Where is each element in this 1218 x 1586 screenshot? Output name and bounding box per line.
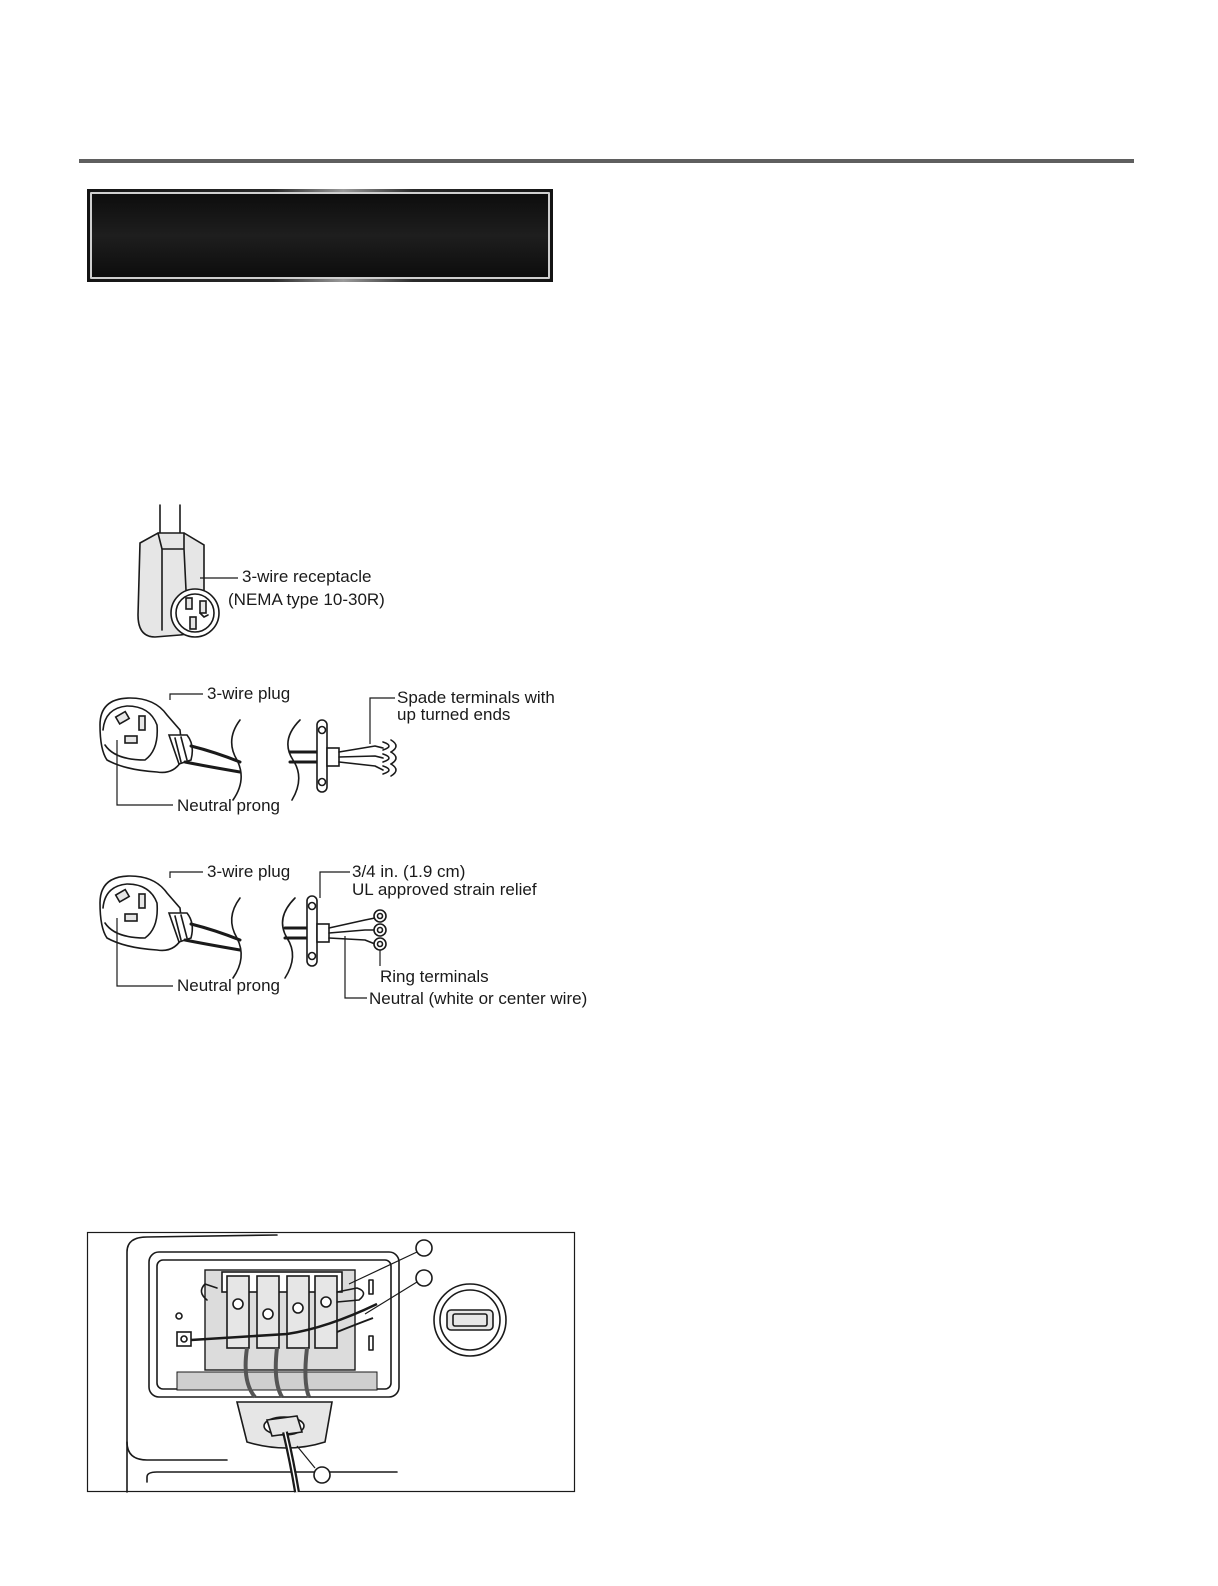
ring-cord-figure [95,858,615,1018]
spade-cord-figure [95,680,615,830]
callout-circle-b [416,1270,432,1286]
neutral-wire-label: Neutral (white or center wire) [369,989,588,1008]
ring-terminals [329,910,386,950]
strain-relief-label-2: UL approved strain relief [352,880,537,899]
callout-circle-c [314,1467,330,1483]
spade-terminals-label: Spade terminals with [397,688,555,707]
receptacle-label: 3-wire receptacle [242,567,372,586]
terminal-block-figure [87,1232,575,1492]
receptacle-illustration [138,505,219,637]
neutral-prong-label-2: Neutral prong [177,976,281,995]
strain-relief-bracket-2 [307,896,329,966]
plug-label: 3-wire plug [207,684,291,703]
receptacle-figure [100,505,420,655]
receptacle-type-label: (NEMA type 10-30R) [228,590,385,609]
section-banner [87,189,553,282]
plug-illustration [100,698,240,772]
header-rule [79,159,1134,163]
spade-terminals-label-2: up turned ends [397,705,511,724]
spade-terminals [339,740,396,776]
strain-relief-label: 3/4 in. (1.9 cm) [352,862,466,881]
strain-relief-bracket [317,720,339,792]
callout-circle-a [416,1240,432,1256]
plug-label-2: 3-wire plug [207,862,291,881]
ring-terminals-label: Ring terminals [380,967,489,986]
vent-plug [434,1284,506,1356]
section-banner-inner [90,192,550,279]
plug-illustration-2 [100,876,240,950]
neutral-prong-label: Neutral prong [177,796,281,815]
